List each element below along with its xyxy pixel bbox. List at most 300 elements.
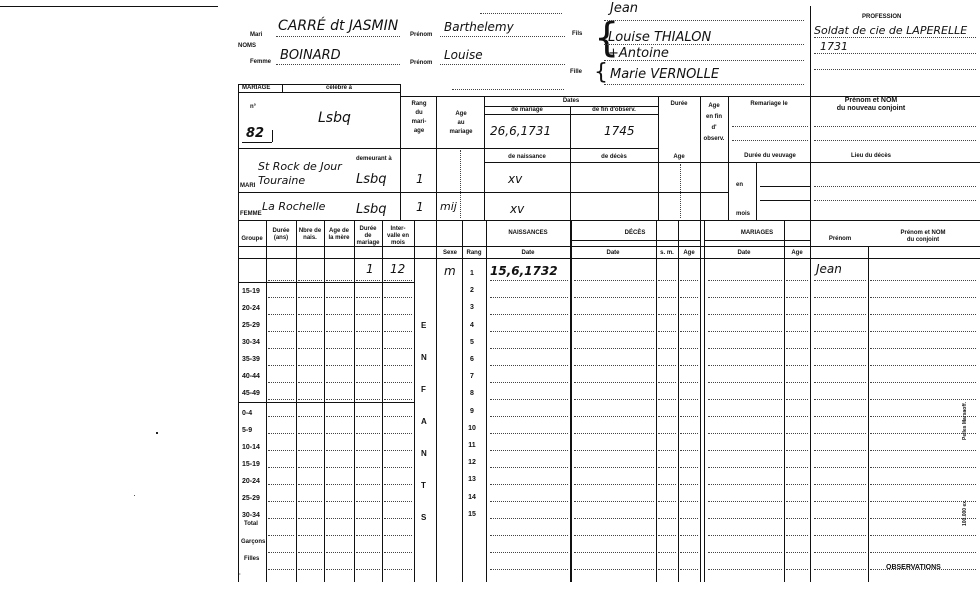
row-dotted-line <box>326 382 352 383</box>
row-dotted-line <box>814 433 866 434</box>
row-dotted-line <box>814 280 866 281</box>
row-dotted-line <box>870 552 976 553</box>
row-dotted-line <box>680 314 698 315</box>
row-dotted-line <box>708 450 782 451</box>
row-dotted-line <box>298 501 322 502</box>
fils-name-3: +Antoine <box>608 46 669 61</box>
row-dotted-line <box>814 416 866 417</box>
femme-origin: La Rochelle <box>262 200 326 213</box>
femme-rang: 1 <box>416 200 424 214</box>
row-dotted-line <box>786 450 808 451</box>
row-dotted-line <box>786 382 808 383</box>
femme-name: BOINARD <box>280 48 341 63</box>
filles-label: Filles <box>244 556 260 562</box>
group-label-top: 35-39 <box>242 356 260 363</box>
row-dotted-line <box>268 569 294 570</box>
child1-prenom: Jean <box>816 262 842 276</box>
celebre-label: célébré à <box>326 85 353 91</box>
row-dotted-line <box>658 501 676 502</box>
rang-mariage-label: Rang du mari- age <box>411 101 427 134</box>
row-dotted-line <box>708 569 782 570</box>
profession-year: 1731 <box>820 40 848 53</box>
marriage-place: Lsbq <box>318 110 351 126</box>
row-dotted-line <box>326 348 352 349</box>
row-dotted-line <box>384 280 412 281</box>
top-left-rule <box>0 6 218 7</box>
row-dotted-line <box>574 501 654 502</box>
deces-label: de décès <box>601 154 627 160</box>
row-dotted-line <box>356 450 380 451</box>
row-dotted-line <box>574 450 654 451</box>
enfants-letter: F <box>421 385 426 394</box>
row-dotted-line <box>786 518 808 519</box>
row-dotted-line <box>268 331 294 332</box>
row-dotted-line <box>356 297 380 298</box>
row-dotted-line <box>326 535 352 536</box>
column-rule <box>570 240 700 241</box>
row-dotted-line <box>680 433 698 434</box>
mari-origin-2: Touraine <box>258 174 306 187</box>
child-rank: 15 <box>468 510 476 518</box>
row-dotted-line <box>384 467 412 468</box>
femme-demeurant: Lsbq <box>356 202 387 217</box>
row-dotted-line <box>384 450 412 451</box>
row-dotted-line <box>384 297 412 298</box>
row-dotted-line <box>268 348 294 349</box>
remariage-label: Remariage le <box>750 101 788 107</box>
date-mariage: 26,6,1731 <box>490 124 552 138</box>
row-dotted-line <box>490 297 568 298</box>
row-dotted-line <box>384 331 412 332</box>
de-mariage-label: de mariage <box>511 107 543 113</box>
child-rank: 9 <box>470 407 474 415</box>
profession-label: PROFESSION <box>862 14 902 20</box>
row-dotted-line <box>814 450 866 451</box>
row-dotted-line <box>708 399 782 400</box>
row-dotted-line <box>658 552 676 553</box>
column-rule <box>436 246 486 247</box>
group-label-top: 45-49 <box>242 390 260 397</box>
fils-label: Fils <box>572 31 583 37</box>
row-dotted-line <box>870 518 976 519</box>
row-dotted-line <box>356 569 380 570</box>
fin-observ-label: de fin d'observ. <box>592 107 636 113</box>
row-dotted-line <box>384 416 412 417</box>
fille-label: Fille <box>570 69 583 75</box>
row-dotted-line <box>384 314 412 315</box>
row-dotted-line <box>326 433 352 434</box>
enfants-letter: N <box>421 449 427 458</box>
row-dotted-line <box>490 484 568 485</box>
row-dotted-line <box>658 399 676 400</box>
deces-age-label: Age <box>683 250 695 256</box>
row-dotted-line <box>870 450 976 451</box>
row-dotted-line <box>708 518 782 519</box>
row-dotted-line <box>814 569 866 570</box>
row-dotted-line <box>680 552 698 553</box>
femme-label: Femme <box>250 59 272 65</box>
column-rule <box>324 220 325 582</box>
duree-label: Durée <box>670 101 688 107</box>
age-fin-observ-label: Age en fin d' observ. <box>703 103 725 142</box>
child-rank: 5 <box>470 338 474 346</box>
row-dotted-line <box>298 484 322 485</box>
column-rule <box>296 220 297 582</box>
row-dotted-line <box>298 433 322 434</box>
group-label-bottom: 20-24 <box>242 478 260 485</box>
row-dotted-line <box>268 297 294 298</box>
child1-sexe: m <box>444 264 456 278</box>
row-dotted-line <box>680 535 698 536</box>
row-dotted-line <box>490 416 568 417</box>
row-dotted-line <box>326 552 352 553</box>
row-dotted-line <box>490 314 568 315</box>
row-dotted-line <box>658 314 676 315</box>
child-rank: 10 <box>468 424 476 432</box>
column-rule <box>266 220 267 582</box>
row-dotted-line <box>356 331 380 332</box>
group-label-bottom: 5-9 <box>242 427 253 434</box>
row-dotted-line <box>680 382 698 383</box>
row-dotted-line <box>298 535 322 536</box>
row-dotted-line <box>658 518 676 519</box>
row-dotted-line <box>786 467 808 468</box>
row-dotted-line <box>680 297 698 298</box>
child-rank: 12 <box>468 459 476 467</box>
row-dotted-line <box>268 399 294 400</box>
enfants-letter: S <box>421 513 427 522</box>
row-dotted-line <box>574 399 654 400</box>
stray-mark <box>134 495 135 496</box>
group-label-top: 40-44 <box>242 373 260 380</box>
row-dotted-line <box>786 348 808 349</box>
row-dotted-line <box>326 280 352 281</box>
row-dotted-line <box>384 535 412 536</box>
naissance-date-label: Date <box>521 250 535 256</box>
row-dotted-line <box>326 484 352 485</box>
row-dotted-line <box>298 467 322 468</box>
column-rule <box>414 220 415 582</box>
row-dotted-line <box>680 365 698 366</box>
row-dotted-line <box>490 280 568 281</box>
row-dotted-line <box>268 501 294 502</box>
row-dotted-line <box>814 297 866 298</box>
row-dotted-line <box>574 569 654 570</box>
row-dotted-line <box>356 518 380 519</box>
row-dotted-line <box>658 433 676 434</box>
row-dotted-line <box>814 484 866 485</box>
row-dotted-line <box>870 399 976 400</box>
child-rank: 14 <box>468 493 476 501</box>
child-rank: 4 <box>470 321 474 329</box>
row-dotted-line <box>870 331 976 332</box>
row-dotted-line <box>356 280 380 281</box>
age-mariage-label: Age au mariage <box>449 111 473 135</box>
row-dotted-line <box>298 416 322 417</box>
mariage-date-label: Date <box>737 250 751 256</box>
row-dotted-line <box>268 365 294 366</box>
mari-origin: St Rock de Jour <box>258 160 342 173</box>
child-rank: 13 <box>468 476 476 484</box>
row-dotted-line <box>708 365 782 366</box>
marriage-number: 82 <box>246 126 265 141</box>
group-label-top: 30-34 <box>242 339 260 346</box>
row-dotted-line <box>658 484 676 485</box>
row-dotted-line <box>490 518 568 519</box>
row-dotted-line <box>658 569 676 570</box>
column-rule <box>382 220 383 582</box>
row-dotted-line <box>356 314 380 315</box>
group-label-bottom: 0-4 <box>242 410 253 417</box>
row-dotted-line <box>680 416 698 417</box>
row-dotted-line <box>680 331 698 332</box>
mari-prenom: Barthelemy <box>444 20 514 34</box>
mari-demeurant: Lsbq <box>356 172 387 187</box>
column-rule <box>704 220 705 582</box>
noms-label: NOMS <box>238 43 256 49</box>
mari-name: CARRÉ dt JASMIN <box>278 18 399 34</box>
column-rule <box>436 220 437 582</box>
row-dotted-line <box>574 348 654 349</box>
column-rule <box>700 220 701 582</box>
child1-intervalle: 12 <box>390 262 406 276</box>
child-rank: 11 <box>468 442 476 449</box>
row-dotted-line <box>680 484 698 485</box>
row-dotted-line <box>658 280 676 281</box>
column-rule <box>810 220 811 582</box>
row-dotted-line <box>870 484 976 485</box>
row-dotted-line <box>298 365 322 366</box>
row-dotted-line <box>786 280 808 281</box>
deces-date-label: Date <box>606 250 620 256</box>
row-dotted-line <box>384 552 412 553</box>
profession-value: Soldat de cie de LAPERELLE <box>814 24 968 37</box>
femme-row-label: FEMME <box>240 211 262 217</box>
age-label: Age <box>673 154 685 160</box>
child-rank: 2 <box>470 287 474 295</box>
enfant-conjoint-label: Prénom et NOM du conjoint <box>900 230 946 243</box>
group-label-top: 15-19 <box>242 288 260 295</box>
column-rule <box>354 220 355 582</box>
row-dotted-line <box>326 365 352 366</box>
row-dotted-line <box>326 314 352 315</box>
row-dotted-line <box>268 382 294 383</box>
row-dotted-line <box>298 280 322 281</box>
duree-mariage-label: Durée de mariage <box>356 226 380 246</box>
row-dotted-line <box>786 399 808 400</box>
row-dotted-line <box>574 314 654 315</box>
child-rank: 6 <box>470 356 474 363</box>
bottom-mark: · <box>239 572 241 578</box>
row-dotted-line <box>490 399 568 400</box>
row-dotted-line <box>490 450 568 451</box>
demeurant-label: demeurant à <box>356 156 392 162</box>
enfants-letter: E <box>421 321 427 330</box>
femme-prenom: Louise <box>444 48 483 62</box>
side-text-printer: Pelles Marsaoff. <box>962 401 968 440</box>
row-dotted-line <box>814 348 866 349</box>
row-dotted-line <box>574 382 654 383</box>
row-dotted-line <box>870 501 976 502</box>
row-dotted-line <box>814 467 866 468</box>
row-dotted-line <box>384 382 412 383</box>
row-dotted-line <box>384 365 412 366</box>
row-dotted-line <box>786 535 808 536</box>
child-rank: 1 <box>470 270 474 277</box>
row-dotted-line <box>574 518 654 519</box>
mari-row-label: MARI <box>240 183 256 189</box>
row-dotted-line <box>680 518 698 519</box>
row-dotted-line <box>786 331 808 332</box>
enfant-prenom-label: Prénom <box>828 236 852 242</box>
row-dotted-line <box>298 382 322 383</box>
mariage-age-label: Age <box>791 250 803 256</box>
fils-name-1: Jean <box>610 1 639 16</box>
sm-label: s. m. <box>660 250 674 256</box>
row-dotted-line <box>268 535 294 536</box>
row-dotted-line <box>356 484 380 485</box>
row-dotted-line <box>384 518 412 519</box>
side-text-copies: 100.000 ex. <box>962 499 968 526</box>
row-dotted-line <box>786 552 808 553</box>
row-dotted-line <box>356 348 380 349</box>
row-dotted-line <box>384 569 412 570</box>
group-label-bottom: 25-29 <box>242 495 260 502</box>
row-dotted-line <box>326 297 352 298</box>
row-dotted-line <box>814 535 866 536</box>
row-dotted-line <box>786 569 808 570</box>
row-dotted-line <box>298 552 322 553</box>
row-dotted-line <box>384 433 412 434</box>
row-dotted-line <box>384 399 412 400</box>
row-dotted-line <box>574 552 654 553</box>
row-dotted-line <box>708 433 782 434</box>
column-rule <box>570 220 572 582</box>
row-dotted-line <box>870 348 976 349</box>
row-dotted-line <box>786 297 808 298</box>
observations-label: OBSERVATIONS <box>886 564 941 571</box>
row-dotted-line <box>384 501 412 502</box>
row-dotted-line <box>708 314 782 315</box>
group-label-bottom: 10-14 <box>242 444 260 451</box>
group-label-bottom: 30-34 <box>242 512 260 519</box>
row-dotted-line <box>268 416 294 417</box>
row-dotted-line <box>658 348 676 349</box>
row-dotted-line <box>326 399 352 400</box>
column-rule <box>486 220 487 582</box>
row-dotted-line <box>268 433 294 434</box>
column-rule <box>656 220 657 582</box>
intervalle-label: Inter- valle en mois <box>386 226 409 246</box>
enfants-letter: A <box>421 417 427 426</box>
mariage-label: MARIAGE <box>242 85 271 91</box>
row-dotted-line <box>326 501 352 502</box>
row-dotted-line <box>658 467 676 468</box>
row-dotted-line <box>574 331 654 332</box>
row-dotted-line <box>658 331 676 332</box>
row-dotted-line <box>574 297 654 298</box>
row-dotted-line <box>708 382 782 383</box>
enfants-letter: N <box>421 353 427 362</box>
row-dotted-line <box>298 297 322 298</box>
column-rule <box>704 240 810 241</box>
row-dotted-line <box>268 280 294 281</box>
fille-brace: { <box>594 60 608 85</box>
naissances-label: NAISSANCES <box>508 230 548 236</box>
veuvage-en-label: en <box>736 182 744 188</box>
row-dotted-line <box>574 484 654 485</box>
enfants-letter: T <box>421 481 426 490</box>
row-dotted-line <box>490 552 568 553</box>
nbre-nais-label: Nbre de nais. <box>298 228 322 241</box>
child1-duree-mariage: 1 <box>366 262 374 276</box>
row-dotted-line <box>298 518 322 519</box>
row-dotted-line <box>356 433 380 434</box>
row-dotted-line <box>708 297 782 298</box>
row-dotted-line <box>574 535 654 536</box>
row-dotted-line <box>490 348 568 349</box>
row-dotted-line <box>658 535 676 536</box>
row-dotted-line <box>356 399 380 400</box>
row-dotted-line <box>870 535 976 536</box>
row-dotted-line <box>708 552 782 553</box>
row-dotted-line <box>680 280 698 281</box>
row-dotted-line <box>268 450 294 451</box>
row-dotted-line <box>708 331 782 332</box>
row-dotted-line <box>490 467 568 468</box>
child-rank: 8 <box>470 390 474 398</box>
column-rule <box>868 246 869 582</box>
row-dotted-line <box>298 348 322 349</box>
row-dotted-line <box>384 348 412 349</box>
mariages-label: MARIAGES <box>740 230 774 236</box>
row-dotted-line <box>326 450 352 451</box>
row-dotted-line <box>870 280 976 281</box>
garcons-label: Garçons <box>241 539 266 545</box>
row-dotted-line <box>356 382 380 383</box>
row-dotted-line <box>814 552 866 553</box>
fils-brace: { <box>594 15 620 61</box>
row-dotted-line <box>870 416 976 417</box>
group-label-bottom: 15-19 <box>242 461 260 468</box>
row-dotted-line <box>490 365 568 366</box>
row-dotted-line <box>814 399 866 400</box>
lieu-deces-label: Lieu du décès <box>850 153 891 159</box>
row-dotted-line <box>786 314 808 315</box>
row-dotted-line <box>658 382 676 383</box>
mari-naissance: xv <box>508 172 523 186</box>
group-label-top: 20-24 <box>242 305 260 312</box>
row-dotted-line <box>490 433 568 434</box>
sexe-label: Sexe <box>442 250 457 256</box>
group-label-top: 25-29 <box>242 322 260 329</box>
rang-label: Rang <box>466 250 482 256</box>
child-rank: 7 <box>470 373 474 381</box>
row-dotted-line <box>490 331 568 332</box>
row-dotted-line <box>356 467 380 468</box>
femme-naissance: xv <box>510 202 525 216</box>
row-dotted-line <box>658 450 676 451</box>
stray-mark <box>156 432 158 434</box>
row-dotted-line <box>298 331 322 332</box>
row-dotted-line <box>356 416 380 417</box>
row-dotted-line <box>708 280 782 281</box>
row-dotted-line <box>786 501 808 502</box>
row-dotted-line <box>786 484 808 485</box>
mari-rang: 1 <box>416 172 424 186</box>
date-fin-observ: 1745 <box>604 124 635 138</box>
total-label: Total <box>244 521 258 527</box>
